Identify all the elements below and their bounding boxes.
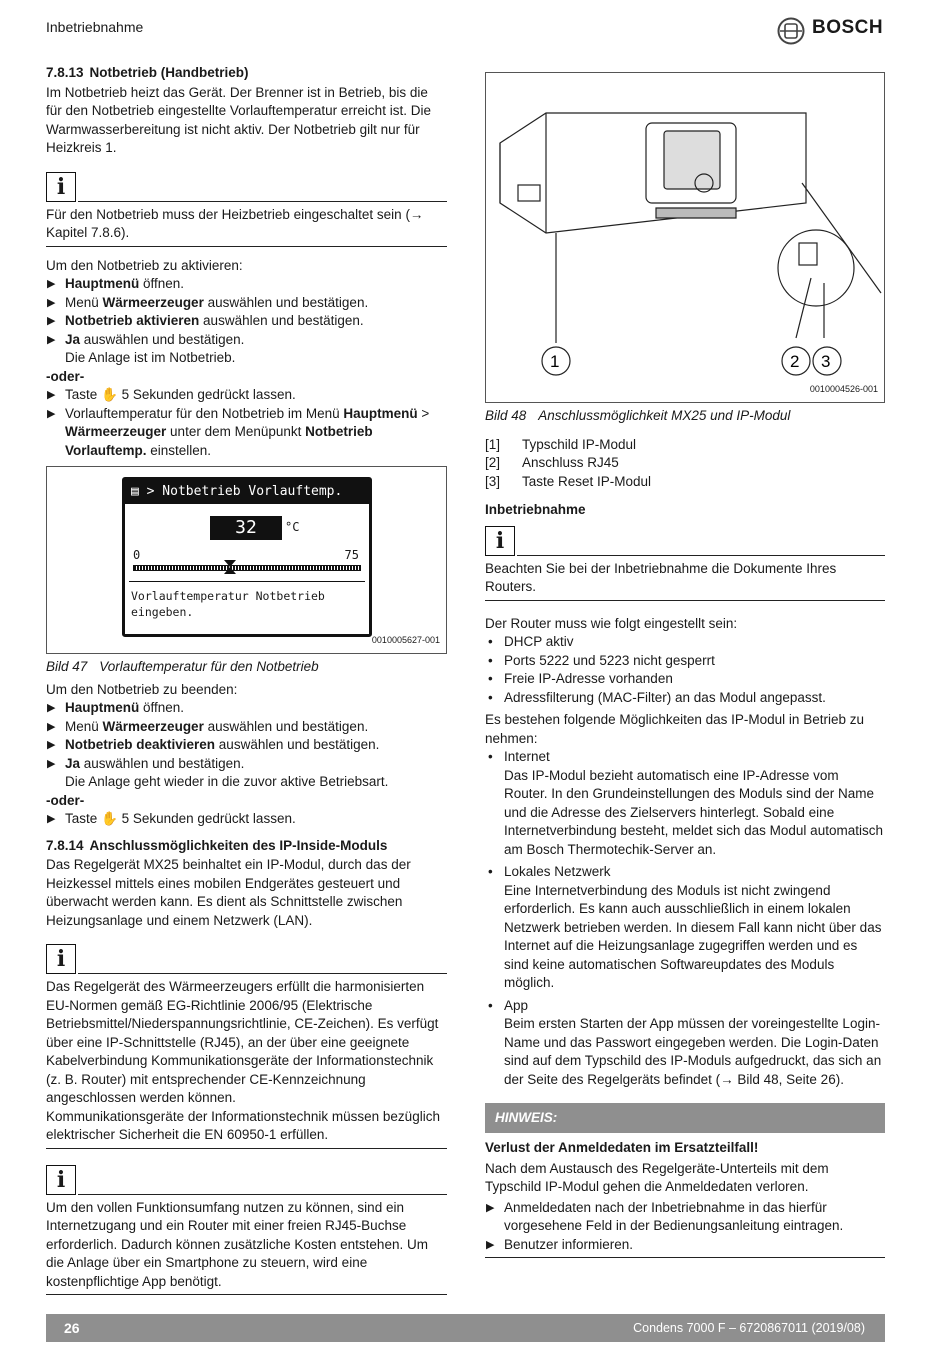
step-list [46,810,447,829]
mx25-ip-module-drawing [486,73,884,402]
paragraph: Der Router muss wie folgt eingestellt sein: [485,615,738,631]
callout-1: 1 [550,352,560,371]
temperature-unit: °C [285,520,300,534]
hand-key-icon: ✋ [101,387,118,402]
oder-label: -oder- [46,368,85,384]
arrow-right-icon: ▶ [47,720,56,733]
step-item: ▶ Ja auswählen und bestätigen. Die Anlage geht wieder in die zuvor aktive Betriebsart. [47,755,389,789]
paragraph: Um den Notbetrieb zu aktivieren: [46,257,243,273]
info-icon: i [46,944,76,974]
bosch-armature-icon [776,16,806,46]
section-heading-7-8-13: 7.8.13 Notbetrieb (Handbetrieb) [46,65,249,80]
step-item: ▶ Hauptmenü öffnen. [46,275,447,294]
warning-text: Nach dem Austausch des Regelgeräte-Unterteils mit dem Typschild IP-Modul gehen die Anmeldedaten verloren. [485,1160,829,1194]
bullet-list [485,748,885,1089]
figure-legend [485,436,885,492]
step-item: ▶ Anmeldedaten nach der Inbetriebnahme in das hierfür vorgesehene Feld in der Bedienungsanleitung eintragen. [486,1199,844,1233]
bullet-list [485,633,885,707]
note-text: Für den Notbetrieb muss der Heizbetrieb eingeschaltet sein (→ Kapitel 7.8.6). [46,206,424,240]
figure-47 [46,466,447,654]
step-item: ▶ Vorlauftemperatur für den Notbetrieb im Menü Hauptmenü > Wärmeerzeuger unter dem Menüpunkt Notbetrieb Vorlauftemp. einstellen. [47,405,430,458]
warning-title: Verlust der Anmeldedaten im Ersatzteilfall! [485,1140,759,1155]
figure-caption: Bild 48 Anschlussmöglichkeit MX25 und IP-Modul [485,408,791,423]
step-list [46,386,447,460]
temperature-slider [133,565,361,571]
arrow-right-icon: ▶ [47,407,56,420]
scale-max: 75 [344,548,359,562]
temperature-value: 32 [210,516,282,540]
warning-box [485,1139,885,1258]
arrow-right-icon: ▶ [47,813,56,825]
bullet-item: • Adressfilterung (MAC-Filter) an das Modul angepasst. [488,689,826,705]
paragraph: Es bestehen folgende Möglichkeiten das IP-Modul in Betrieb zu nehmen: [485,712,864,746]
step-item: ▶ Benutzer informieren. [485,1236,885,1255]
slider-knob-icon [224,560,236,574]
bullet-item: • App Beim ersten Starten der App müssen der voreingestellte Login-Name und das Passwort eingegeben werden. Die Login-Daten sind auf dem Typschild des IP-Moduls aufgedruckt, das sich an der Seite des Regelgeräts befindet (→ Bild 48, Seite 26). [488,997,882,1087]
arrow-right-icon: ▶ [47,757,56,770]
note-text: Um den vollen Funktionsumfang nutzen zu können, sind ein Internetzugang und ein Router mit einer freien RJ45-Buchse erforderlich. Dadurch können zusätzliche Kosten entstehen. Um die Anlage über ein Smartphone zu steuern, wird eine kostenpflichtige App benötigt. [46,1199,428,1289]
bullet-item: • Freie IP-Adresse vorhanden [488,671,673,686]
paragraph: Im Notbetrieb heizt das Gerät. Der Brenner ist in Betrieb, bis die für den Notbetrieb eingestellte Vorlauftemperatur erreicht ist. Die Warmwasserbereitung ist nicht aktiv. Der Notbetrieb gilt nur für Heizkreis 1. [46,84,431,155]
step-item: ▶ Ja auswählen und bestätigen. Die Anlage ist im Notbetrieb. [47,331,245,365]
arrow-right-icon: ▶ [486,1201,495,1214]
arrow-right-icon: ▶ [47,315,56,327]
section-heading-7-8-14: 7.8.14 Anschlussmöglichkeiten des IP-Inside-Moduls [46,837,388,853]
arrow-right-icon: ▶ [47,296,56,309]
step-item: ▶ Notbetrieb aktivieren auswählen und bestätigen. [46,312,447,331]
step-item: ▶ Menü Wärmeerzeuger auswählen und bestätigen. [46,718,447,737]
bullet-item: • Ports 5222 und 5223 nicht gesperrt [488,652,715,668]
figure-id: 0010004526-001 [809,383,878,394]
note-text: Kommunikationsgeräte der Informationstechnik müssen bezüglich elektrischer Sicherheit die EN 60950-1 erfüllen. [46,1108,440,1142]
arrow-right-icon: ▶ [47,739,56,751]
note-text: Das Regelgerät des Wärmeerzeugers erfüllt die harmonisierten EU-Normen gemäß EG-Richtlinie 2006/95 (Elektrische Betriebsmittel/Niederspannungsrichtlinie, CE-Zeichen). Es verfügt über eine IP-Schnittstelle (RJ45), an der über eine geeignete Kabelverbindung Kommunikationsgeräte der Informationstechnik (z. B. Router) mit entsprechender CE-Kennzeichnung angeschlossen werden können. [46,979,439,1105]
figure-id: 0010005627-001 [371,634,440,645]
figure-caption: Bild 47 Vorlauftemperatur für den Notbetrieb [46,659,319,674]
bosch-logo [776,16,891,46]
page-footer [46,1314,885,1342]
info-icon: i [46,172,76,202]
menu-icon: ▤ [131,484,139,499]
display-hint: Vorlauftemperatur Notbetrieb eingeben. [131,589,325,619]
paragraph: Das Regelgerät MX25 beinhaltet ein IP-Modul, durch das der Heizkessel mittels eines mobilen Endgerätes gesteuert und überwacht werden kann. Es dient als Schnittstelle zwischen Heizungsanlage und einem Netzwerk (LAN). [46,857,411,928]
arrow-right-icon: ▶ [486,1238,495,1251]
step-list [46,275,447,368]
step-item: ▶ Hauptmenü öffnen. [46,699,447,718]
info-icon: i [46,1165,76,1195]
info-note [46,940,447,1149]
info-note [46,1161,447,1296]
left-column [46,64,447,1301]
paragraph: Um den Notbetrieb zu beenden: [46,681,238,697]
info-icon: i [485,526,515,556]
controller-display [122,477,372,637]
info-note [46,168,447,247]
document-id: Condens 7000 F – 6720867011 (2019/08) [633,1321,865,1335]
callout-3: 3 [821,352,831,371]
scale-min: 0 [133,548,141,562]
step-item: ▶ Taste ✋ 5 Sekunden gedrückt lassen. [46,810,447,829]
hand-key-icon: ✋ [101,811,118,826]
info-note [485,522,885,601]
callout-2: 2 [790,352,800,371]
running-header: Inbetriebnahme [46,19,144,35]
figure-48 [485,72,885,403]
arrow-right-icon: ▶ [47,389,56,401]
arrow-right-icon: ▶ [47,333,56,346]
right-column [485,64,885,1258]
step-list [46,699,447,792]
bullet-item: • Internet Das IP-Modul bezieht automatisch eine IP-Adresse vom Router. In den Grundeinstellungen des Moduls sind der Name und die Adresse des Zielservers hinterlegt. Sobald eine Internetverbindung besteht, meldet sich das Modul automatisch am Bosch Thermotechik-Server an. [488,749,883,857]
note-text: Beachten Sie bei der Inbetriebnahme die Dokumente Ihres Routers. [485,560,837,594]
legend-item: [2] Anschluss RJ45 [485,455,619,470]
legend-item: [3] Taste Reset IP-Modul [485,473,652,489]
arrow-right-icon: ▶ [47,278,56,290]
step-list [485,1199,885,1255]
arrow-right-icon: ▶ [47,702,56,714]
display-title: ▤ > Notbetrieb Vorlauftemp. [125,480,369,504]
step-item: ▶ Taste ✋ 5 Sekunden gedrückt lassen. [46,386,447,405]
step-item: ▶ Menü Wärmeerzeuger auswählen und bestätigen. [46,294,447,313]
warning-label: HINWEIS: [485,1103,885,1133]
bullet-item: • Lokales Netzwerk Eine Internetverbindung des Moduls ist nicht zwingend erforderlich. Es kann auch ausschließlich in einem lokalen Netzwerk betrieben werden. In diesem Fall kann nicht über das Internet auf die Heizungsanlage zugegriffen werden und es sind keine automatischen Softwareupdates des Moduls möglich. [488,864,882,990]
page-number: 26 [64,1320,80,1336]
legend-item: [1] Typschild IP-Modul [485,436,637,452]
step-item: ▶ Notbetrieb deaktivieren auswählen und bestätigen. [46,736,447,755]
subsection-heading: Inbetriebnahme [485,502,586,517]
bullet-item: • DHCP aktiv [488,634,574,649]
oder-label: -oder- [46,792,85,808]
brand-name: BOSCH [812,17,884,38]
